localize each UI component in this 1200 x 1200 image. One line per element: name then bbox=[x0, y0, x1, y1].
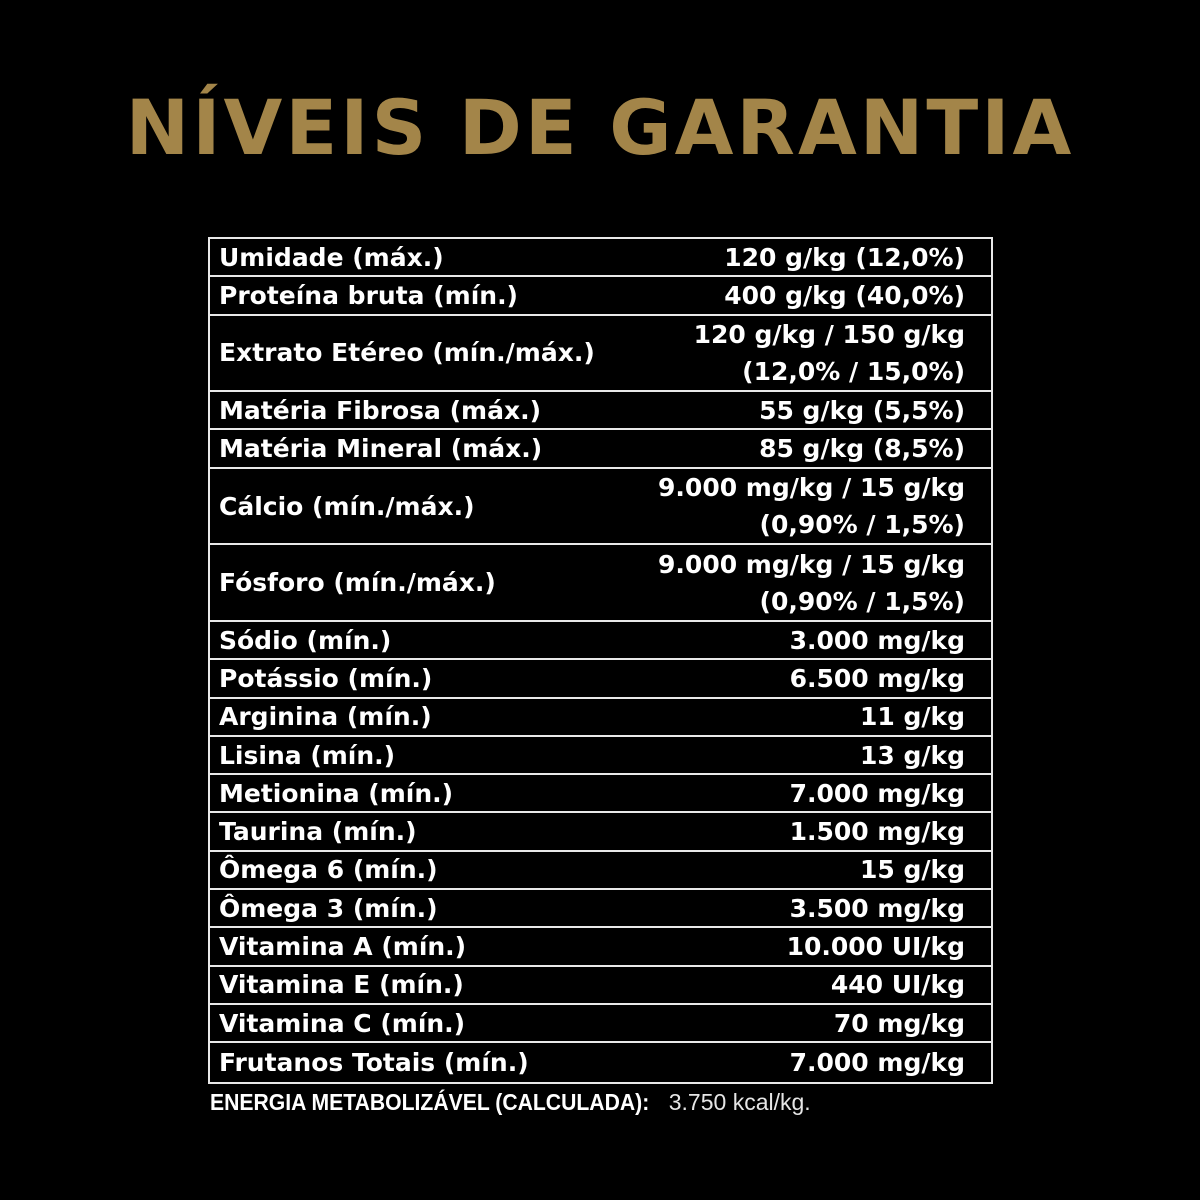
table-row bbox=[210, 545, 991, 622]
guarantee-table bbox=[208, 237, 993, 1084]
table-row bbox=[210, 277, 991, 315]
table-row bbox=[210, 622, 991, 660]
row-value: 11 g/kg bbox=[859, 702, 965, 732]
table-row bbox=[210, 239, 991, 277]
row-value: 1.500 mg/kg bbox=[789, 817, 965, 847]
table-row bbox=[210, 852, 991, 890]
table-row bbox=[210, 737, 991, 775]
row-value: 85 g/kg (8,5%) bbox=[759, 434, 965, 464]
table-row bbox=[210, 392, 991, 430]
row-label: Sódio (mín.) bbox=[219, 625, 392, 655]
table-row bbox=[210, 316, 991, 393]
row-label: Vitamina C (mín.) bbox=[219, 1008, 466, 1038]
table-row bbox=[210, 967, 991, 1005]
row-value: 7.000 mg/kg bbox=[789, 778, 965, 808]
energy-label: ENERGIA METABOLIZÁVEL (CALCULADA): bbox=[210, 1089, 650, 1115]
row-value: 10.000 UI/kg bbox=[786, 932, 965, 961]
table-row bbox=[210, 660, 991, 698]
row-label: Cálcio (mín./máx.) bbox=[219, 491, 475, 521]
row-value: 120 g/kg (12,0%) bbox=[724, 242, 965, 272]
table-row bbox=[210, 469, 991, 546]
row-value: 13 g/kg bbox=[859, 740, 965, 770]
row-label: Proteína bruta (mín.) bbox=[219, 280, 518, 310]
row-label: Taurina (mín.) bbox=[219, 817, 417, 847]
row-value: 400 g/kg (40,0%) bbox=[724, 280, 965, 310]
row-value: 3.000 mg/kg bbox=[789, 625, 965, 655]
row-label: Matéria Fibrosa (máx.) bbox=[219, 395, 542, 425]
row-label: Metionina (mín.) bbox=[219, 778, 454, 808]
row-label: Ômega 6 (mín.) bbox=[219, 855, 438, 885]
row-label: Umidade (máx.) bbox=[219, 242, 444, 272]
row-label: Arginina (mín.) bbox=[219, 702, 432, 732]
table-row bbox=[210, 1005, 991, 1043]
row-value: 120 g/kg / 150 g/kg (12,0% / 15,0%) bbox=[693, 319, 965, 386]
row-label: Potássio (mín.) bbox=[219, 663, 433, 693]
row-value: 6.500 mg/kg bbox=[789, 663, 965, 693]
table-row bbox=[210, 928, 991, 966]
row-value: 55 g/kg (5,5%) bbox=[759, 395, 965, 425]
row-value: 7.000 mg/kg bbox=[789, 1047, 965, 1077]
table-row bbox=[210, 699, 991, 737]
row-value: 440 UI/kg bbox=[830, 970, 965, 1000]
row-label: Fósforo (mín./máx.) bbox=[219, 568, 496, 598]
row-value: 3.500 mg/kg bbox=[789, 893, 965, 923]
row-value: 15 g/kg bbox=[859, 855, 965, 885]
row-label: Ômega 3 (mín.) bbox=[219, 893, 438, 923]
table-row bbox=[210, 1043, 991, 1081]
row-label: Matéria Mineral (máx.) bbox=[219, 434, 543, 464]
row-value: 9.000 mg/kg / 15 g/kg (0,90% / 1,5%) bbox=[658, 549, 965, 616]
row-label: Extrato Etéreo (mín./máx.) bbox=[219, 338, 595, 368]
row-value: 70 mg/kg bbox=[833, 1008, 965, 1038]
page-title: NÍVEIS DE GARANTIA bbox=[125, 83, 1075, 172]
energy-note bbox=[210, 1086, 811, 1119]
table-row bbox=[210, 775, 991, 813]
table-row bbox=[210, 813, 991, 851]
table-row bbox=[210, 430, 991, 468]
row-value: 9.000 mg/kg / 15 g/kg (0,90% / 1,5%) bbox=[658, 473, 965, 540]
row-label: Vitamina E (mín.) bbox=[219, 970, 464, 1000]
table-row bbox=[210, 890, 991, 928]
row-label: Lisina (mín.) bbox=[219, 740, 396, 770]
row-label: Frutanos Totais (mín.) bbox=[219, 1047, 529, 1077]
row-label: Vitamina A (mín.) bbox=[219, 932, 467, 961]
energy-value: 3.750 kcal/kg. bbox=[668, 1089, 811, 1115]
